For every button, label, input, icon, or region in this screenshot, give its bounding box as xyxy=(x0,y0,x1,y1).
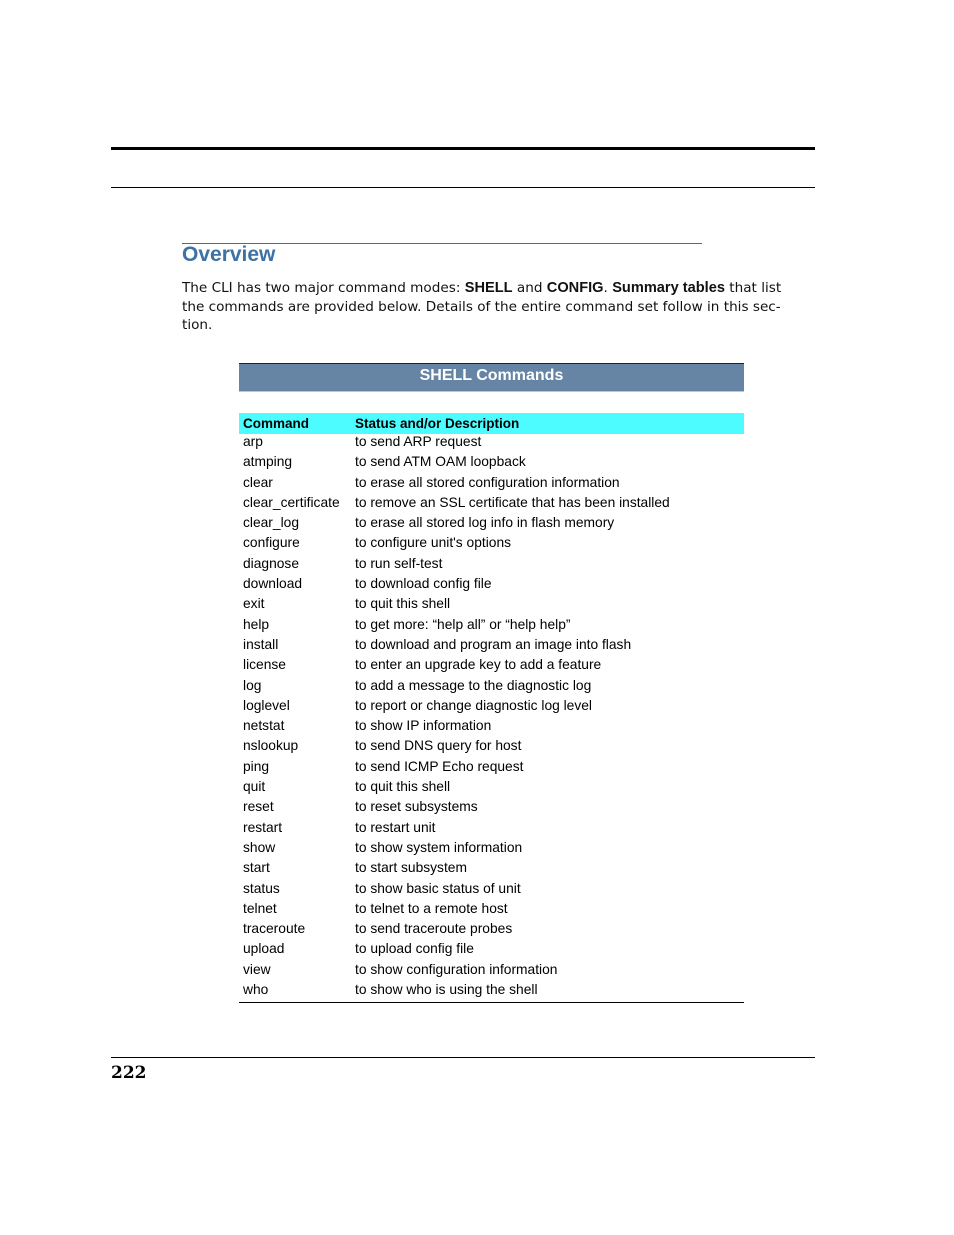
table-row xyxy=(239,879,744,899)
table-title-bar xyxy=(239,363,744,392)
description-cell: to upload config file xyxy=(355,941,474,957)
table-row xyxy=(239,716,744,736)
description-cell: to send ATM OAM loopback xyxy=(355,454,526,470)
description-cell: to restart unit xyxy=(355,819,436,835)
command-cell: nslookup xyxy=(243,738,299,754)
table-row xyxy=(239,473,744,493)
footer-rule xyxy=(111,1057,815,1058)
command-cell: traceroute xyxy=(243,921,306,937)
command-cell: download xyxy=(243,576,303,592)
command-cell: telnet xyxy=(243,900,277,916)
command-cell: upload xyxy=(243,941,285,957)
description-cell: to show who is using the shell xyxy=(355,982,538,998)
command-cell: log xyxy=(243,677,262,693)
table-row xyxy=(239,797,744,817)
description-cell: to get more: “help all” or “help help” xyxy=(355,616,571,632)
description-cell: to send ARP request xyxy=(355,434,482,449)
table-title: SHELL Commands xyxy=(419,367,564,384)
command-cell: start xyxy=(243,860,270,876)
table-row xyxy=(239,899,744,919)
description-cell: to send ICMP Echo request xyxy=(355,758,524,774)
table-row xyxy=(239,757,744,777)
description-cell: to configure unit's options xyxy=(355,535,512,551)
command-cell: loglevel xyxy=(243,697,290,713)
description-cell: to download and program an image into flash xyxy=(355,636,632,652)
table-row xyxy=(239,493,744,513)
intro-text-1: The CLI has two major command modes: xyxy=(182,280,465,296)
command-cell: quit xyxy=(243,779,266,795)
table-bottom-rule xyxy=(239,1002,744,1003)
command-cell: reset xyxy=(243,799,274,815)
command-cell: status xyxy=(243,880,280,896)
intro-shell-mode: SHELL xyxy=(464,280,513,296)
table-row xyxy=(239,858,744,878)
description-cell: to send DNS query for host xyxy=(355,738,522,754)
command-cell: restart xyxy=(243,819,283,835)
description-cell: to erase all stored log info in flash memory xyxy=(355,515,615,531)
command-cell: view xyxy=(243,961,271,977)
command-cell: arp xyxy=(243,434,263,449)
table-row xyxy=(239,818,744,838)
description-cell: to show system information xyxy=(355,839,523,855)
description-cell: to start subsystem xyxy=(355,860,467,876)
command-cell: clear_log xyxy=(243,515,299,531)
column-header-command: Command xyxy=(243,416,310,431)
column-header-description: Status and/or Description xyxy=(355,416,520,431)
table-row xyxy=(239,777,744,797)
table-row xyxy=(239,696,744,716)
description-cell: to erase all stored configuration information xyxy=(355,474,620,490)
table-row xyxy=(239,838,744,858)
description-cell: to remove an SSL certificate that has been installed xyxy=(355,494,670,510)
description-cell: to show basic status of unit xyxy=(355,880,521,896)
table-row xyxy=(239,513,744,533)
command-cell: license xyxy=(243,657,286,673)
table-row xyxy=(239,554,744,574)
command-cell: configure xyxy=(243,535,300,551)
description-cell: to report or change diagnostic log level xyxy=(355,697,592,713)
intro-text-2: and xyxy=(512,280,547,296)
intro-summary-tables: Summary tables xyxy=(612,280,725,296)
table-row xyxy=(239,655,744,675)
table-header-row xyxy=(239,413,744,434)
description-cell: to quit this shell xyxy=(355,596,451,612)
table-row xyxy=(239,615,744,635)
top-thick-rule xyxy=(111,147,815,150)
command-cell: diagnose xyxy=(243,555,300,571)
command-cell: netstat xyxy=(243,718,285,734)
command-cell: ping xyxy=(243,758,270,774)
table-row xyxy=(239,939,744,959)
intro-config-mode: CONFIG xyxy=(546,280,604,296)
command-cell: show xyxy=(243,839,276,855)
description-cell: to quit this shell xyxy=(355,779,451,795)
table-row xyxy=(239,736,744,756)
description-cell: to download config file xyxy=(355,576,492,592)
command-cell: atmping xyxy=(243,454,293,470)
description-cell: to reset subsystems xyxy=(355,799,478,815)
command-cell: clear xyxy=(243,474,273,490)
section-heading: Overview xyxy=(182,243,276,266)
table-row xyxy=(239,919,744,939)
command-table-body xyxy=(239,432,744,1000)
command-cell: help xyxy=(243,616,270,632)
table-row xyxy=(239,432,744,452)
table-row xyxy=(239,574,744,594)
table-row xyxy=(239,533,744,553)
command-cell: install xyxy=(243,636,279,652)
description-cell: to send traceroute probes xyxy=(355,921,513,937)
table-row xyxy=(239,594,744,614)
intro-text-4: that list the commands are provided below. Details of the entire command set follow in this sec-tion. xyxy=(182,280,782,334)
table-row xyxy=(239,980,744,1000)
table-row xyxy=(239,635,744,655)
intro-paragraph xyxy=(182,279,802,335)
description-cell: to add a message to the diagnostic log xyxy=(355,677,592,693)
page-number: 222 xyxy=(111,1063,147,1083)
command-cell: who xyxy=(243,982,269,998)
command-cell: exit xyxy=(243,596,265,612)
intro-text-3: . xyxy=(603,280,613,296)
description-cell: to run self-test xyxy=(355,555,443,571)
table-row xyxy=(239,960,744,980)
description-cell: to telnet to a remote host xyxy=(355,900,508,916)
table-row xyxy=(239,676,744,696)
description-cell: to show configuration information xyxy=(355,961,558,977)
table-row xyxy=(239,452,744,472)
command-cell: clear_certificate xyxy=(243,494,340,510)
top-thin-rule xyxy=(111,187,815,188)
description-cell: to show IP information xyxy=(355,718,492,734)
description-cell: to enter an upgrade key to add a feature xyxy=(355,657,602,673)
